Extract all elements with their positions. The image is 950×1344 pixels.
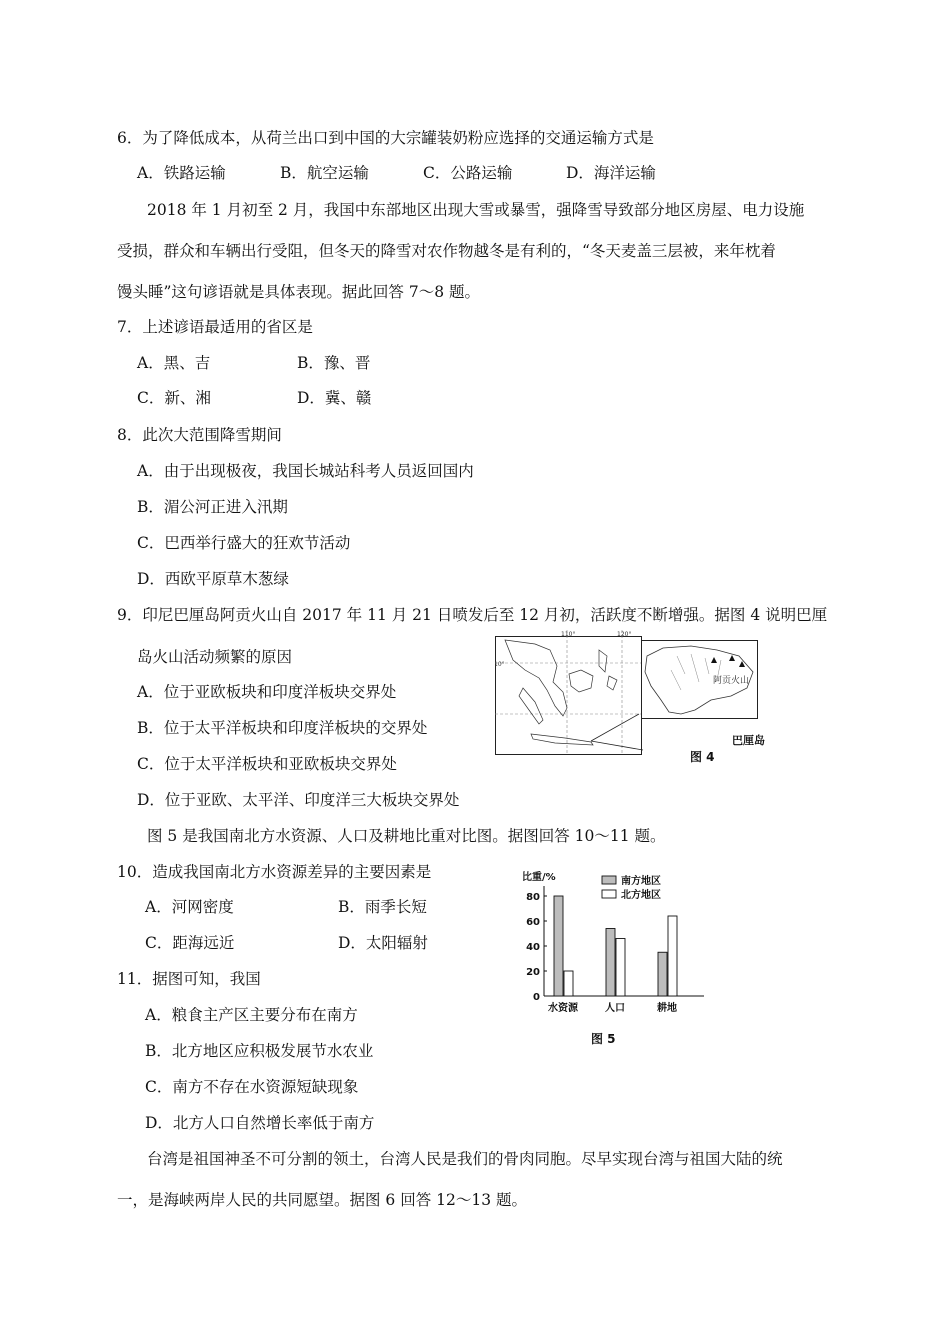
legend-label: 南方地区 [621, 876, 661, 887]
q6-option-c: C．公路运输 [423, 164, 513, 182]
lon-label-110: 110° [561, 631, 576, 638]
q6-stem: 6．为了降低成本，从荷兰出口到中国的大宗罐装奶粉应选择的交通运输方式是 [117, 129, 654, 147]
q6-option-a: A．铁路运输 [137, 164, 226, 182]
bar-north-1 [616, 939, 625, 997]
bar-south-0 [554, 896, 563, 996]
lon-label-120: 120° [617, 631, 632, 638]
q11-option-a: A．粮食主产区主要分布在南方 [145, 1006, 358, 1024]
q8-option-b: B．湄公河正进入汛期 [137, 498, 288, 516]
q11-option-c: C．南方不存在水资源短缺现象 [145, 1078, 359, 1096]
x-tick-label: 人口 [605, 1003, 625, 1014]
q9-option-c: C．位于太平洋板块和亚欧板块交界处 [137, 755, 397, 773]
lat-label-10: 10° [495, 661, 505, 668]
q10-stem: 10．造成我国南北方水资源差异的主要因素是 [117, 863, 432, 881]
q7-option-d: D．冀、赣 [297, 389, 372, 407]
q10-option-c: C．距海远近 [145, 934, 235, 952]
figure5-caption: 图 5 [591, 1032, 616, 1046]
passage3-line-2: 一，是海峡两岸人民的共同愿望。据图 6 回答 12～13 题。 [117, 1191, 528, 1209]
q11-option-d: D．北方人口自然增长率低于南方 [145, 1114, 375, 1132]
y-tick-label: 20 [526, 967, 540, 978]
y-tick-label: 80 [526, 892, 540, 903]
q8-option-c: C．巴西举行盛大的狂欢节活动 [137, 534, 351, 552]
bar-north-2 [668, 916, 677, 996]
q8-option-a: A．由于出现极夜，我国长城站科考人员返回国内 [137, 462, 474, 480]
q11-stem: 11．据图可知，我国 [117, 970, 261, 988]
passage3-line-1: 台湾是祖国神圣不可分割的领土，台湾人民是我们的骨肉同胞。尽早实现台湾与祖国大陆的统 [147, 1150, 783, 1168]
q9-option-a: A．位于亚欧板块和印度洋板块交界处 [137, 683, 397, 701]
q9-option-d: D．位于亚欧、太平洋、印度洋三大板块交界处 [137, 791, 460, 809]
passage1-line-3: 馒头睡”这句谚语就是具体表现。据此回答 7～8 题。 [117, 283, 481, 301]
passage2-line: 图 5 是我国南北方水资源、人口及耕地比重对比图。据图回答 10～11 题。 [147, 827, 666, 845]
y-tick-label: 40 [526, 942, 540, 953]
q8-stem: 8．此次大范围降雪期间 [117, 426, 282, 444]
q7-option-b: B．豫、晋 [297, 354, 371, 372]
bar-south-2 [658, 952, 667, 996]
q9-stem-line-2: 岛火山活动频繁的原因 [137, 648, 293, 666]
bar-north-0 [564, 971, 573, 996]
figure4-island-label: 巴厘岛 [732, 734, 765, 747]
figure5-svg [518, 868, 708, 1020]
legend-swatch [602, 876, 616, 884]
figure5-chart [518, 868, 708, 1020]
q6-option-d: D．海洋运输 [566, 164, 656, 182]
q7-stem: 7．上述谚语最适用的省区是 [117, 318, 313, 336]
y-tick-label: 60 [526, 917, 540, 928]
volcano-label: 阿贡火山 [713, 676, 750, 686]
q8-option-d: D．西欧平原草木葱绿 [137, 570, 289, 588]
x-tick-label: 水资源 [548, 1003, 578, 1014]
q10-option-a: A．河网密度 [145, 898, 234, 916]
q7-option-c: C．新、湘 [137, 389, 211, 407]
passage1-line-1: 2018 年 1 月初至 2 月，我国中东部地区出现大雪或暴雪，强降雪导致部分地区房屋、电力设施 [147, 201, 805, 219]
q9-stem-line-1: 9．印尼巴厘岛阿贡火山自 2017 年 11 月 21 日喷发后至 12 月初，活跃度不断增强。据图 4 说明巴厘 [117, 606, 828, 624]
legend-swatch [602, 890, 616, 898]
q6-option-b: B．航空运输 [280, 164, 369, 182]
figure4-map [495, 630, 767, 755]
x-tick-label: 耕地 [657, 1003, 677, 1014]
legend-label: 北方地区 [621, 890, 661, 901]
y-axis-label: 比重/% [522, 872, 556, 883]
bar-south-1 [606, 929, 615, 997]
q10-option-b: B．雨季长短 [338, 898, 427, 916]
q10-option-d: D．太阳辐射 [338, 934, 428, 952]
q7-option-a: A．黑、吉 [137, 354, 211, 372]
y-tick-label: 0 [533, 992, 540, 1003]
q11-option-b: B．北方地区应积极发展节水农业 [145, 1042, 374, 1060]
passage1-line-2: 受损，群众和车辆出行受阻，但冬天的降雪对农作物越冬是有利的，“冬天麦盖三层被，来年枕着 [117, 242, 776, 260]
q9-option-b: B．位于太平洋板块和印度洋板块的交界处 [137, 719, 428, 737]
figure4-caption: 图 4 [690, 750, 715, 764]
